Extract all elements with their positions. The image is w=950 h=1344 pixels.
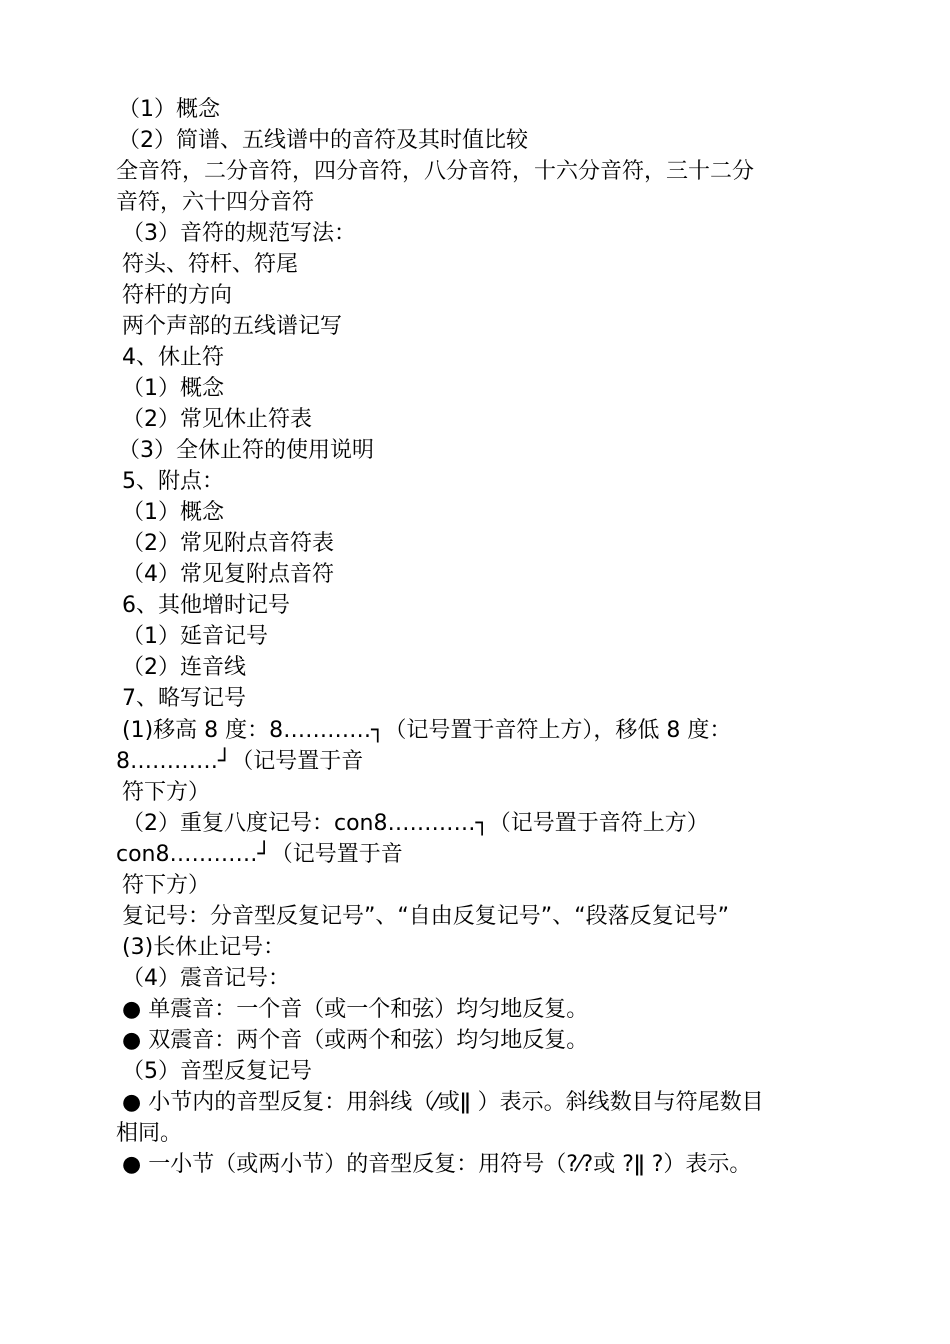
text-line: （3）音符的规范写法： [122, 221, 356, 246]
text-line: （3）全休止符的使用说明 [118, 438, 374, 463]
text-line: (1)移高 8 度：8…………┐（记号置于音符上方），移低 8 度： [122, 718, 732, 743]
section-heading: 7、略写记号 [122, 686, 246, 711]
text-line: （1）概念 [118, 97, 220, 122]
bullet-item: ● 一小节（或两小节）的音型反复：用符号（?⁄?或 ?ǁ ?）表示。 [122, 1152, 752, 1177]
text-line: 音符，六十四分音符 [116, 190, 315, 215]
bullet-item: ● 小节内的音型反复：用斜线（⁄或ǁ ）表示。斜线数目与符尾数目 [122, 1090, 764, 1115]
text-line: 符下方） [122, 780, 211, 805]
section-heading: 6、其他增时记号 [122, 593, 290, 618]
text-line: （5）音型反复记号 [122, 1059, 312, 1084]
text-line: 全音符，二分音符，四分音符，八分音符，十六分音符，三十二分 [116, 159, 755, 184]
section-heading: 5、附点： [122, 469, 224, 494]
text-line: 符下方） [122, 873, 211, 898]
text-line: （1）概念 [122, 376, 224, 401]
text-line: 8…………┘（记号置于音 [116, 749, 364, 774]
text-line: （1）概念 [122, 500, 224, 525]
bullet-item: ● 双震音：两个音（或两个和弦）均匀地反复。 [122, 1028, 589, 1053]
text-line: （1）延音记号 [122, 624, 268, 649]
text-line: 两个声部的五线谱记写 [122, 314, 343, 339]
text-line: （2）连音线 [122, 655, 246, 680]
text-line: con8…………┘（记号置于音 [116, 842, 403, 867]
text-line: 复记号：分音型反复记号”、“自由反复记号”、“段落反复记号” [122, 904, 729, 929]
text-line: 符杆的方向 [122, 283, 233, 308]
text-line: （4）常见复附点音符 [122, 562, 334, 587]
text-line: （2）重复八度记号：con8…………┐（记号置于音符上方） [122, 811, 709, 836]
text-line: （4）震音记号： [122, 966, 290, 991]
section-heading: 4、休止符 [122, 345, 224, 370]
text-line: （2）常见附点音符表 [122, 531, 334, 556]
bullet-item: ● 单震音：一个音（或一个和弦）均匀地反复。 [122, 997, 589, 1022]
text-line: （2）常见休止符表 [122, 407, 312, 432]
text-line: 符头、符杆、符尾 [122, 252, 299, 277]
text-line: 相同。 [116, 1121, 183, 1146]
text-line: （2）简谱、五线谱中的音符及其时值比较 [118, 128, 528, 153]
text-line: (3)长休止记号： [122, 935, 286, 960]
